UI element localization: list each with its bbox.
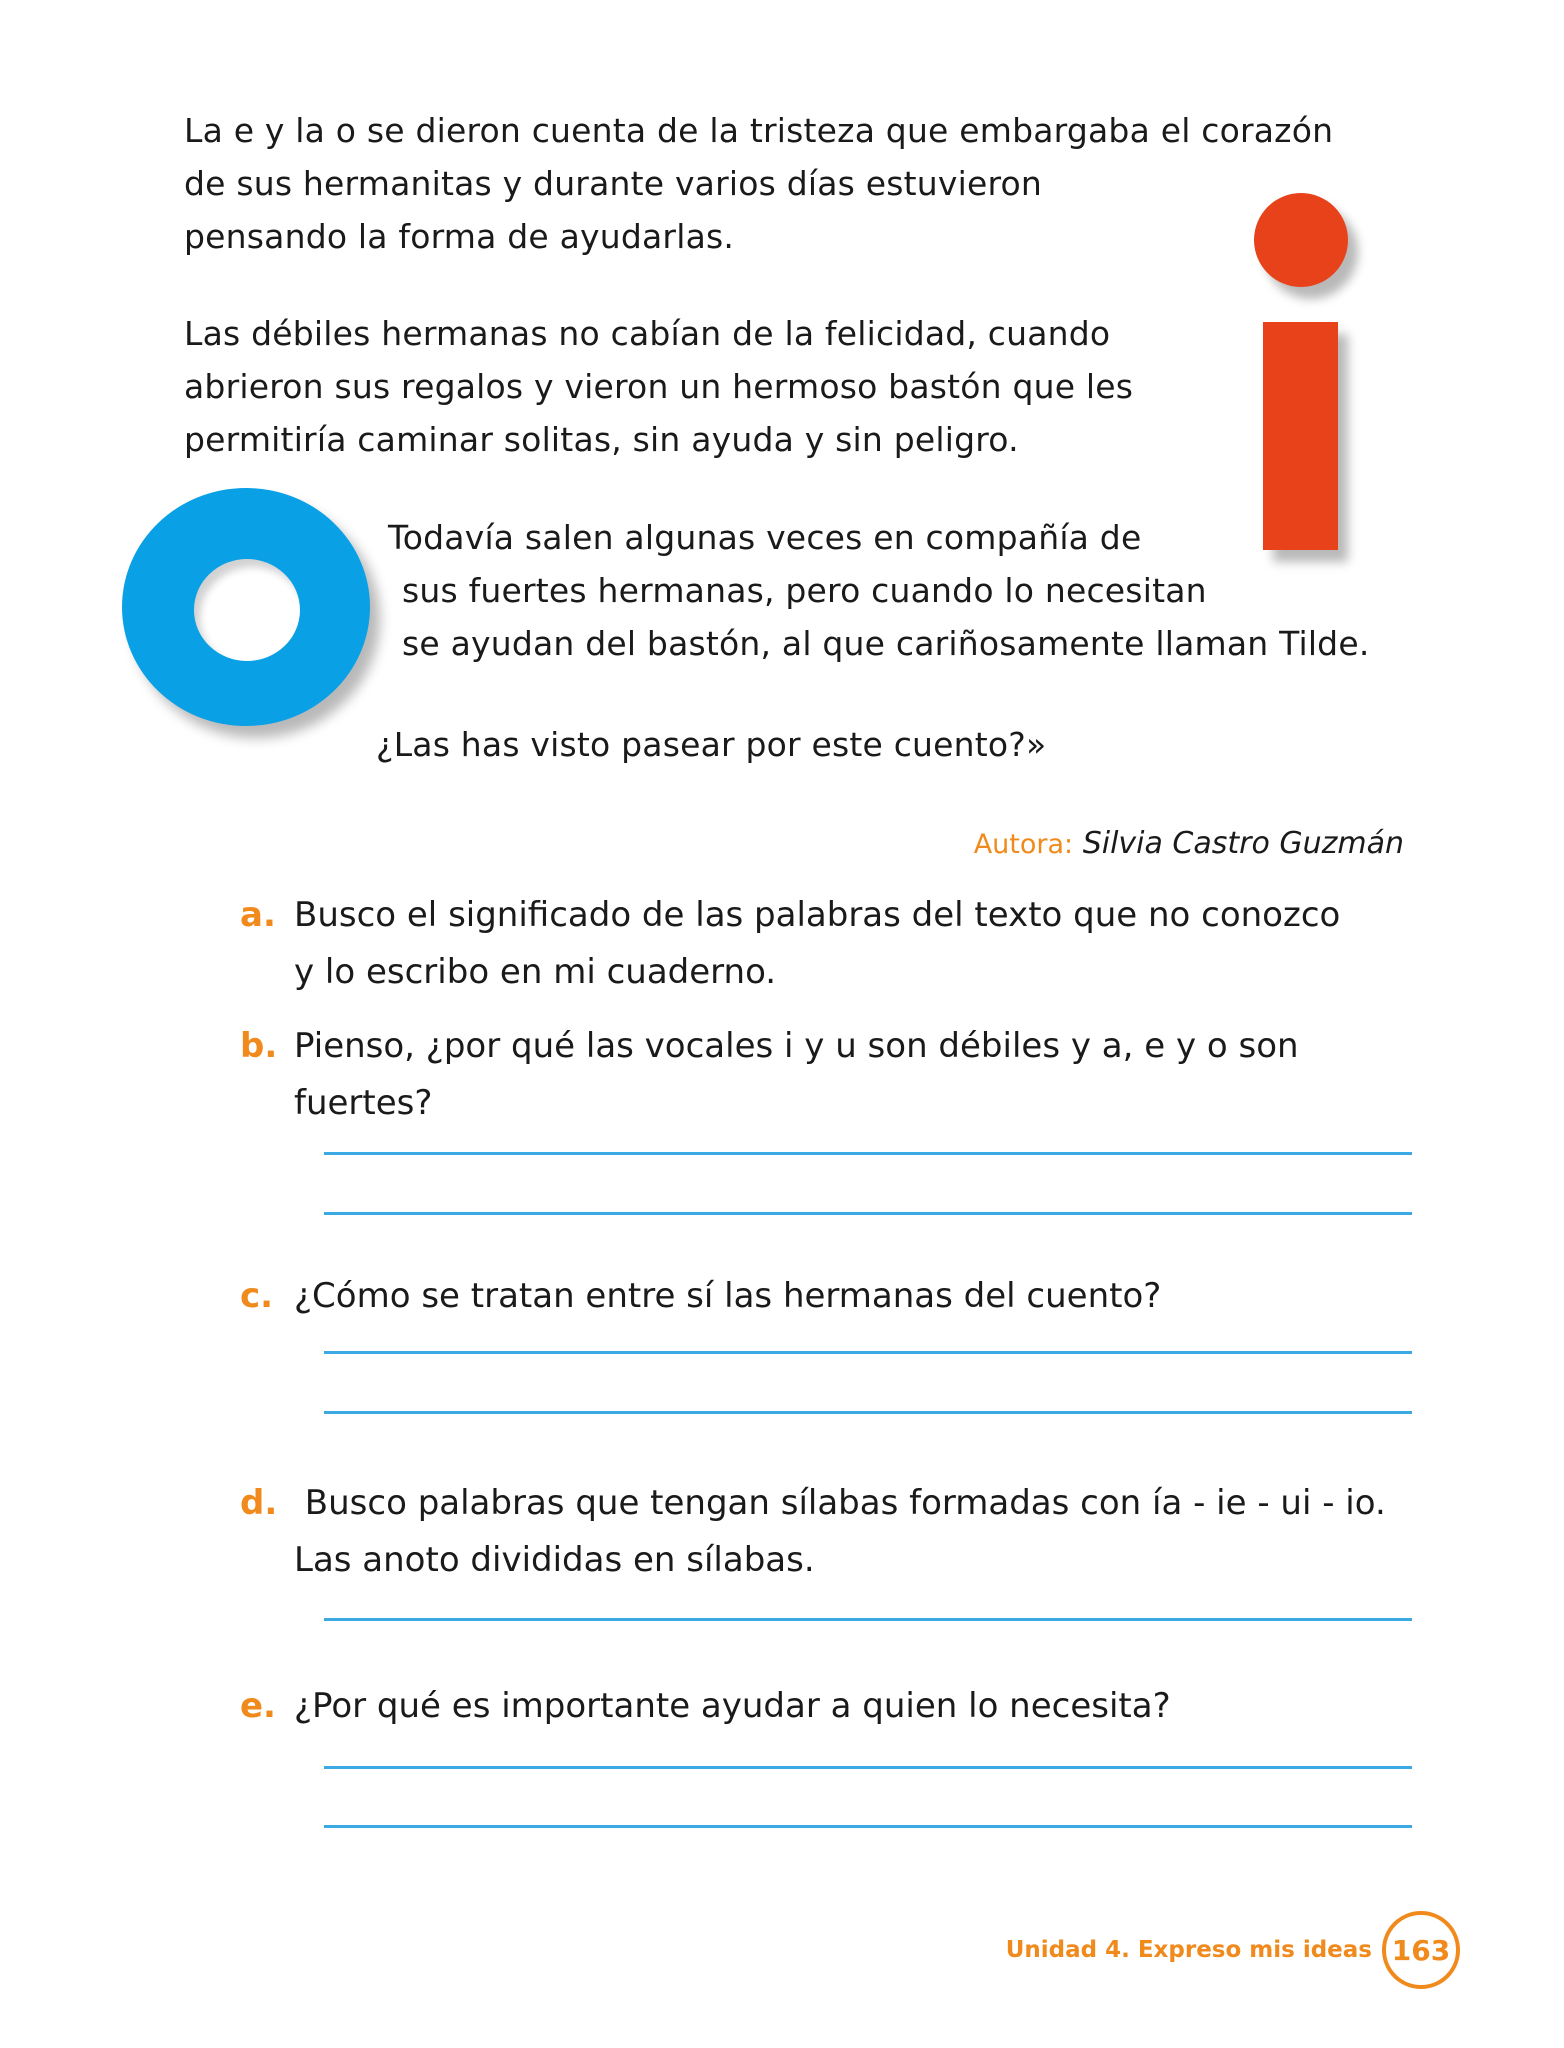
letter-o-hole — [194, 559, 300, 661]
question-a — [240, 887, 1340, 1001]
story-paragraph-1 — [184, 104, 1333, 263]
story-line: de sus hermanitas y durante varios días estuvieron — [184, 164, 1043, 203]
question-text: Busco el significado de las palabras del texto que no conozco — [294, 895, 1341, 935]
story-line: abrieron sus regalos y vieron un hermoso bastón que les — [184, 367, 1134, 406]
unit-label: Unidad 4. Expreso mis ideas — [1005, 1937, 1372, 1963]
question-d — [240, 1475, 1386, 1589]
story-line: ¿Las has visto pasear por este cuento?» — [376, 725, 1047, 764]
page-number-badge — [1382, 1911, 1460, 1989]
question-text: fuertes? — [294, 1083, 433, 1123]
page-number: 163 — [1391, 1933, 1451, 1967]
story-line: Las débiles hermanas no cabían de la felicidad, cuando — [184, 314, 1111, 353]
answer-line-c-1[interactable] — [324, 1351, 1412, 1354]
answer-line-b-1[interactable] — [324, 1152, 1412, 1155]
question-e — [240, 1678, 1171, 1735]
story-paragraph-4 — [376, 718, 1046, 771]
page-footer — [1006, 1910, 1460, 1990]
answer-line-d-1[interactable] — [324, 1618, 1412, 1621]
story-paragraph-3 — [388, 511, 1370, 670]
question-c — [240, 1268, 1161, 1325]
answer-line-e-2[interactable] — [324, 1825, 1412, 1828]
story-paragraph-2 — [184, 307, 1133, 466]
author-label: Autora: — [973, 829, 1074, 860]
question-text: Busco palabras que tengan sílabas formadas con ía - ie - ui - io. — [294, 1483, 1386, 1523]
story-line: se ayudan del bastón, al que cariñosamente llaman Tilde. — [402, 624, 1370, 663]
story-line: pensando la forma de ayudarlas. — [184, 217, 735, 256]
question-text: Pienso, ¿por qué las vocales i y u son débiles y a, e y o son — [294, 1026, 1299, 1066]
answer-line-c-2[interactable] — [324, 1411, 1412, 1414]
question-letter: c. — [240, 1276, 274, 1316]
author-credit — [974, 826, 1404, 861]
question-letter: d. — [240, 1483, 278, 1523]
question-text: ¿Por qué es importante ayudar a quien lo necesita? — [294, 1686, 1171, 1726]
answer-line-b-2[interactable] — [324, 1212, 1412, 1215]
question-letter: b. — [240, 1026, 278, 1066]
story-line: sus fuertes hermanas, pero cuando lo necesitan — [402, 571, 1207, 610]
story-line: La e y la o se dieron cuenta de la tristeza que embargaba el corazón — [184, 111, 1334, 150]
story-line: permitiría caminar solitas, sin ayuda y sin peligro. — [184, 420, 1019, 459]
question-text: y lo escribo en mi cuaderno. — [294, 952, 777, 992]
question-text: ¿Cómo se tratan entre sí las hermanas del cuento? — [294, 1276, 1162, 1316]
story-line: Todavía salen algunas veces en compañía de — [388, 518, 1142, 557]
question-letter: e. — [240, 1686, 276, 1726]
author-name: Silvia Castro Guzmán — [1082, 826, 1404, 861]
question-b — [240, 1018, 1299, 1132]
answer-line-e-1[interactable] — [324, 1766, 1412, 1769]
question-text: Las anoto divididas en sílabas. — [294, 1540, 815, 1580]
question-letter: a. — [240, 895, 276, 935]
